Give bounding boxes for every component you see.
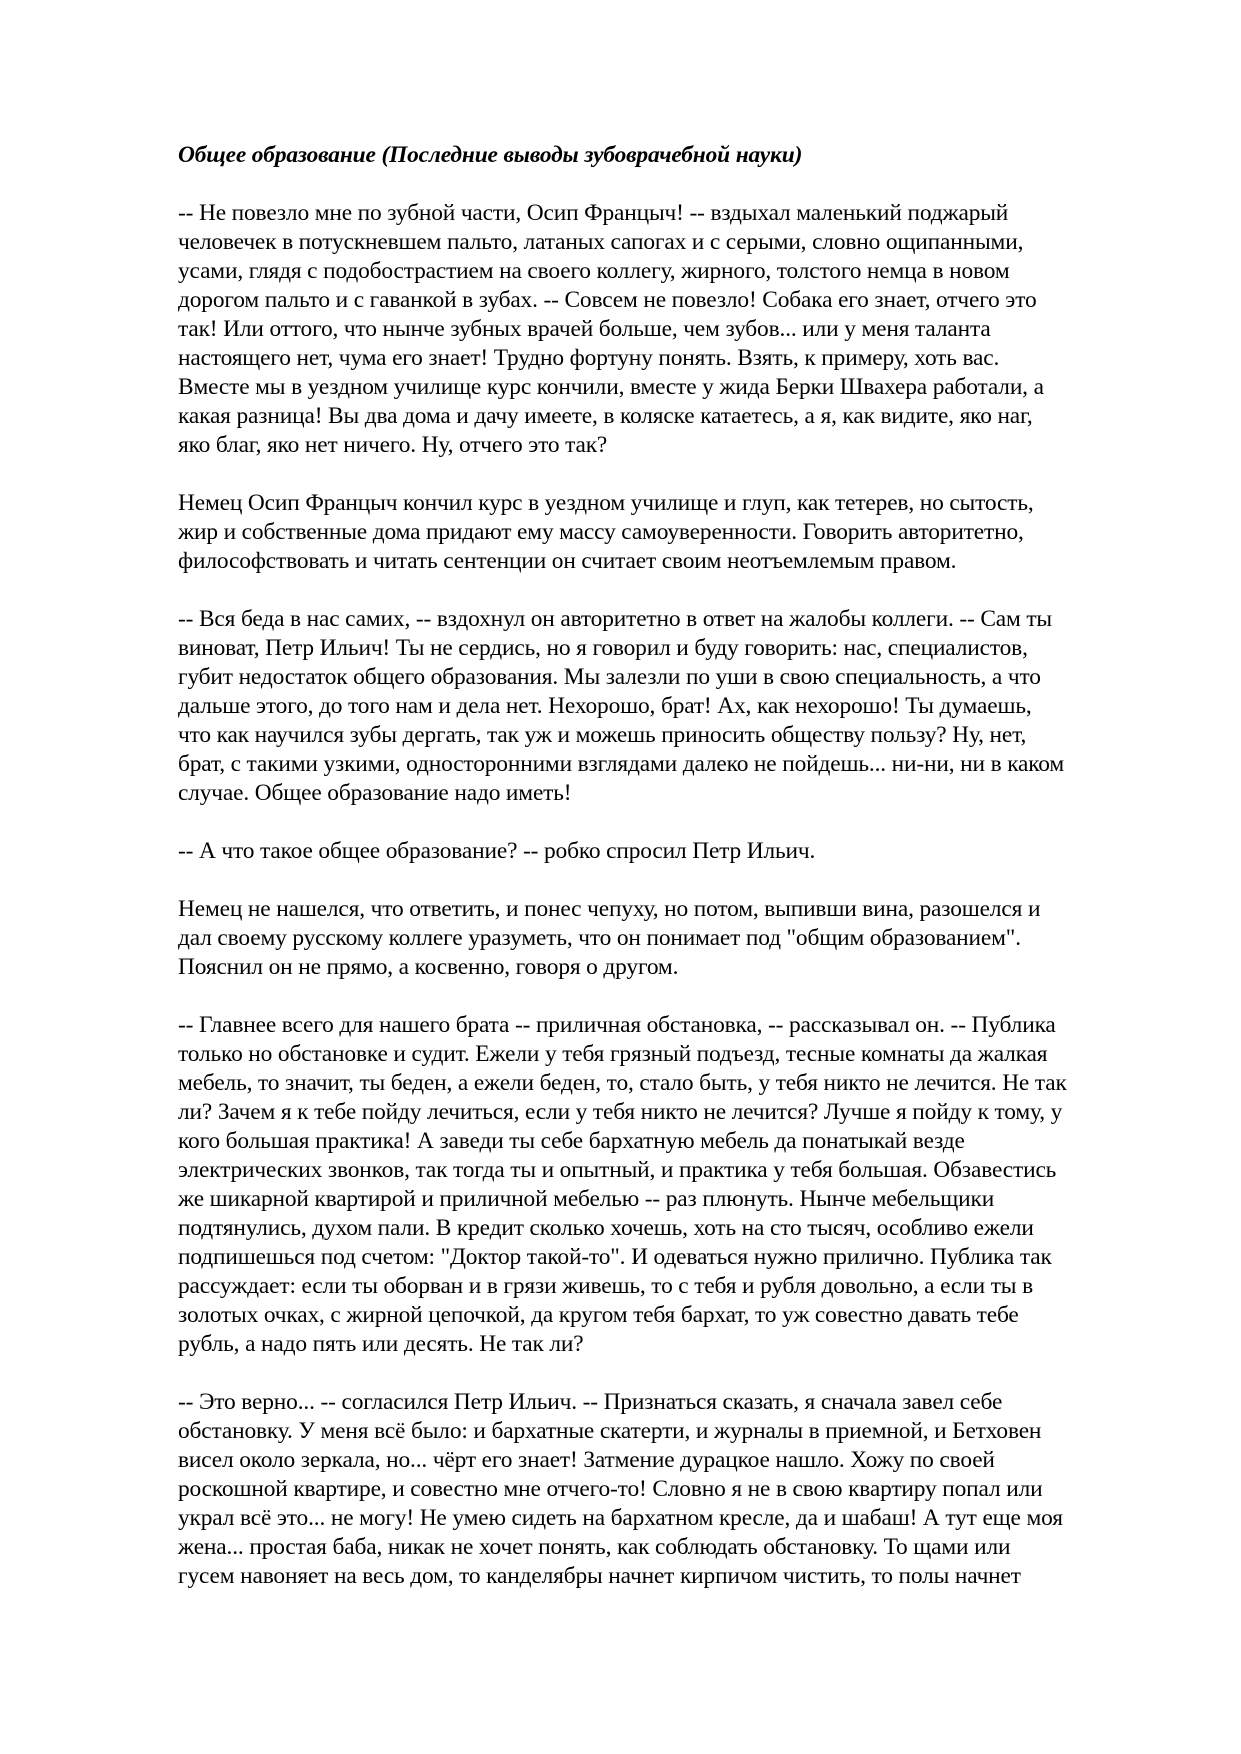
paragraph-complaint: -- Не повезло мне по зубной части, Осип Францыч! -- вздыхал маленький поджарый человечек в потускневшем пальто, латаных сапогах и с серыми, словно ощипанными, усами, глядя с подобострастием на своего коллегу, жирного, толстого немца в новом дорогом пальто и с гаванкой в зубах. -- Совсем не повезло! Собака его знает, отчего это так! Или оттого, что нынче зубных врачей больше, чем зубов... или у меня таланта настоящего нет, чума его знает! Трудно фортуну понять. Взять, к примеру, хоть вас. Вместе мы в уездном училище курс кончили, вместе у жида Берки Швахера работали, а какая разница! Вы два дома и дачу имеете, в коляске катаетесь, а я, как видите, яко наг, яко благ, яко нет ничего. Ну, отчего это так? — [178, 200, 1044, 458]
paragraph-question: -- А что такое общее образование? -- робко спросил Петр Ильич. — [178, 838, 816, 864]
paragraph-narration: Немец не нашелся, что ответить, и понес чепуху, но потом, выпивши вина, разошелся и дал своему русскому коллеге уразуметь, что он понимает под "общим образованием". Пояснил он не прямо, а косвенно, говоря о другом. — [178, 896, 1041, 980]
paragraph-osip-description: Немец Осип Францыч кончил курс в уездном училище и глуп, как тетерев, но сытость, жир и собственные дома придают ему массу самоуверенности. Говорить авторитетно, философствовать и читать сентенции он считает своим неотъемлемым правом. — [178, 490, 1034, 574]
paragraph-furnishings-speech: -- Главнее всего для нашего брата -- приличная обстановка, -- рассказывал он. -- Публика только но обстановке и судит. Ежели у тебя грязный подъезд, тесные комнаты да жалкая мебель, то значит, ты беден, а ежели беден, то, стало быть, у тебя никто не лечится. Не так ли? Зачем я к тебе пойду лечиться, если у тебя никто не лечится? Лучше я пойду к тому, у кого большая практика! А заведи ты себе бархатную мебель да понатыкай везде электрических звонков, так тогда ты и опытный, и практика у тебя большая. Обзавестись же шикарной квартирой и приличной мебелью -- раз плюнуть. Нынче мебельщики подтянулись, духом пали. В кредит сколько хочешь, хоть на сто тысяч, особливо ежели подпишешься под счетом: "Доктор такой-то". И одеваться нужно прилично. Публика так рассуждает: если ты оборван и в грязи живешь, то с тебя и рубля довольно, а если ты в золотых очках, с жирной цепочкой, да кругом тебя бархат, то уж совестно давать тебе рубль, а надо пять или десять. Не так ли? — [178, 1012, 1067, 1357]
document-title: Общее образование (Последние выводы зубоврачебной науки) — [178, 142, 803, 168]
document-page — [178, 141, 1158, 1620]
paragraph-petr-reply: -- Это верно... -- согласился Петр Ильич. -- Признаться сказать, я сначала завел себе обстановку. У меня всё было: и бархатные скатерти, и журналы в приемной, и Бетховен висел около зеркала, но... чёрт его знает! Затмение дурацкое нашло. Хожу по своей роскошной квартире, и совестно мне отчего-то! Словно я не в свою квартиру попал или украл всё это... не могу! Не умею сидеть на бархатном кресле, да и шабаш! А тут еще моя жена... простая баба, никак не хочет понять, как соблюдать обстановку. То щами или гусем навоняет на весь дом, то канделябры начнет кирпичом чистить, то полы начнет — [178, 1389, 1063, 1589]
paragraph-osip-reply: -- Вся беда в нас самих, -- вздохнул он авторитетно в ответ на жалобы коллеги. -- Сам ты виноват, Петр Ильич! Ты не сердись, но я говорил и буду говорить: нас, специалистов, губит недостаток общего образования. Мы залезли по уши в свою специальность, а что дальше этого, до того нам и дела нет. Нехорошо, брат! Ах, как нехорошо! Ты думаешь, что как научился зубы дергать, так уж и можешь приносить обществу пользу? Ну, нет, брат, с такими узкими, односторонними взглядами далеко не пойдешь... ни-ни, ни в каком случае. Общее образование надо иметь! — [178, 606, 1065, 806]
